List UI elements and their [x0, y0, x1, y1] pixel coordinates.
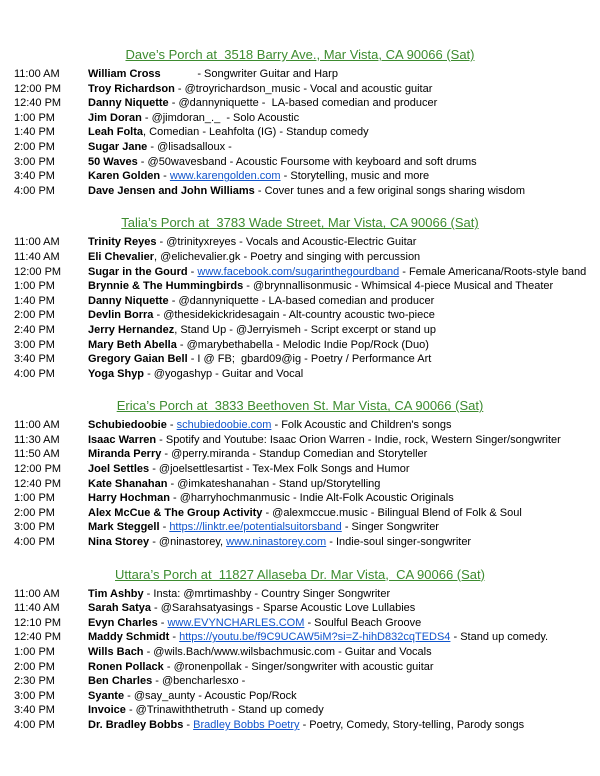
artist-name: Leah Folta [88, 126, 144, 139]
artist-description: - [159, 521, 170, 534]
artist-name: Invoice [88, 704, 126, 717]
artist-description: - @thesidekickridesagain - Alt-country acoustic two-piece [153, 309, 435, 322]
time-cell: 1:00 PM [14, 492, 55, 505]
schedule-row [0, 689, 600, 704]
artist-link[interactable]: www.EVYNCHARLES.COM [167, 616, 305, 629]
time-cell: 2:40 PM [14, 323, 55, 336]
artist-description: - @marybethabella - Melodic Indie Pop/Rock (Duo) [176, 338, 429, 351]
artist-name: Kate Shanahan [88, 477, 168, 490]
artist-name: Alex McCue & The Group Activity [88, 506, 263, 519]
artist-link[interactable]: https://linktr.ee/potentialsuitorsband [169, 521, 342, 534]
schedule-row [0, 645, 600, 660]
artist-description: - @brynnallisonmusic - Whimsical 4-piece Musical and Theater [243, 280, 554, 293]
artist-cell [88, 294, 600, 309]
artist-description: - @dannyniquette - LA-based comedian and producer [168, 97, 438, 110]
artist-name: Sarah Satya [88, 602, 151, 615]
artist-name: Dave Jensen and John Williams [88, 184, 255, 197]
artist-cell [88, 601, 600, 616]
artist-description: - @trinityxreyes - Vocals and Acoustic-Electric Guitar [156, 236, 417, 249]
artist-cell [88, 462, 600, 477]
artist-description: - @jimdoran_._ - Solo Acoustic [141, 111, 300, 124]
time-cell: 1:40 PM [14, 294, 55, 307]
artist-description: - @ronenpollak - Singer/songwriter with acoustic guitar [163, 660, 434, 673]
artist-description: - Stand up comedy. [450, 631, 549, 644]
time-cell: 4:00 PM [14, 718, 55, 731]
time-cell: 2:00 PM [14, 309, 55, 322]
artist-description: , @elichevalier.gk - Poetry and singing with percussion [154, 250, 421, 263]
artist-description: - @50wavesband - Acoustic Foursome with keyboard and soft drums [137, 155, 477, 168]
artist-cell [88, 235, 600, 250]
schedule-row [0, 250, 600, 265]
artist-cell [88, 82, 600, 97]
artist-cell [88, 67, 600, 82]
artist-cell [88, 155, 600, 170]
artist-description: , Stand Up - @Jerryismeh - Script excerpt or stand up [174, 323, 437, 336]
artist-cell [88, 111, 600, 126]
artist-description: - @joelsettlesartist - Tex-Mex Folk Songs and Humor [149, 463, 410, 476]
time-cell: 2:30 PM [14, 675, 55, 688]
time-cell: 12:00 PM [14, 463, 62, 476]
artist-description: - @bencharlesxo - [152, 675, 246, 688]
artist-name: Trinity Reyes [88, 236, 157, 249]
artist-name: Harry Hochman [88, 492, 170, 505]
artist-description: - @ninastorey, [149, 536, 227, 549]
artist-name: Joel Settles [88, 463, 150, 476]
schedule-row [0, 477, 600, 492]
schedule-row [0, 279, 600, 294]
artist-name: Schubiedoobie [88, 419, 167, 432]
artist-name: Ronen Pollack [88, 660, 164, 673]
artist-name: Karen Golden [88, 170, 161, 183]
time-cell: 12:40 PM [14, 631, 62, 644]
time-cell: 12:00 PM [14, 82, 62, 95]
time-cell: 1:00 PM [14, 111, 55, 124]
artist-description: - Storytelling, music and more [280, 170, 430, 183]
schedule-row [0, 308, 600, 323]
porch-section [0, 398, 600, 549]
artist-cell [88, 433, 600, 448]
artist-cell [88, 279, 600, 294]
time-cell: 11:40 AM [14, 250, 60, 263]
artist-description: - @Trinawiththetruth - Stand up comedy [125, 704, 324, 717]
artist-name: 50 Waves [88, 155, 138, 168]
artist-cell [88, 616, 600, 631]
time-cell: 3:40 PM [14, 704, 55, 717]
artist-name: Ben Charles [88, 675, 153, 688]
artist-name: Sugar Jane [88, 140, 148, 153]
artist-cell [88, 169, 600, 184]
artist-cell [88, 308, 600, 323]
artist-description: - Spotify and Youtube: Isaac Orion Warren - Indie, rock, Western Singer/songwriter [156, 433, 561, 446]
artist-description: - @yogashyp - Guitar and Vocal [144, 367, 304, 380]
artist-name: Jerry Hernandez [88, 323, 175, 336]
artist-cell [88, 140, 600, 155]
schedule-row [0, 67, 600, 82]
time-cell: 3:40 PM [14, 170, 55, 183]
schedule-row [0, 155, 600, 170]
artist-cell [88, 367, 600, 382]
porch-section-title: Uttara’s Porch at 11827 Allaseba Dr. Mar Vista, CA 90066 (Sat) [115, 566, 485, 582]
schedule-row [0, 82, 600, 97]
time-cell: 11:00 AM [14, 68, 60, 80]
artist-description: - Soulful Beach Groove [304, 616, 422, 629]
time-cell: 2:00 PM [14, 140, 55, 153]
artist-description: - [169, 631, 180, 644]
artist-name: Miranda Perry [88, 448, 162, 461]
schedule-row [0, 265, 600, 280]
artist-name: Gregory Gaian Bell [88, 353, 188, 366]
artist-description: - @lisadsalloux - [147, 140, 232, 153]
artist-name: Mark Steggell [88, 521, 160, 534]
schedule-row [0, 520, 600, 535]
time-cell: 1:40 PM [14, 126, 55, 139]
artist-cell [88, 323, 600, 338]
time-cell: 4:00 PM [14, 367, 55, 380]
artist-name: Dr. Bradley Bobbs [88, 718, 184, 731]
schedule-row [0, 674, 600, 689]
schedule-row [0, 630, 600, 645]
artist-description: - Poetry, Comedy, Story-telling, Parody songs [299, 718, 525, 731]
porch-section [0, 47, 600, 198]
time-cell: 3:00 PM [14, 338, 55, 351]
artist-cell [88, 630, 600, 645]
time-cell: 2:00 PM [14, 506, 55, 519]
schedule-row [0, 447, 600, 462]
artist-name: Wills Bach [88, 646, 144, 658]
time-cell: 1:00 PM [14, 646, 55, 658]
artist-cell [88, 338, 600, 353]
artist-link[interactable]: Bradley Bobbs Poetry [193, 718, 300, 731]
artist-cell [88, 250, 600, 265]
artist-description: - Insta: @mrtimashby - Country Singer Songwriter [143, 587, 391, 600]
artist-description: - Cover tunes and a few original songs sharing wisdom [254, 184, 526, 197]
time-cell: 4:00 PM [14, 536, 55, 549]
artist-description: - I @ FB; gbard09@ig - Poetry / Performance Art [187, 353, 432, 366]
artist-description: - Folk Acoustic and Children's songs [271, 419, 452, 432]
artist-link[interactable]: www.karengolden.com [169, 170, 281, 183]
artist-name: Nina Storey [88, 536, 150, 549]
artist-description: - [183, 718, 194, 731]
schedule-row [0, 111, 600, 126]
artist-cell [88, 535, 600, 550]
schedule-row [0, 491, 600, 506]
schedule-row [0, 294, 600, 309]
artist-description: - @perry.miranda - Standup Comedian and Storyteller [161, 448, 428, 461]
schedule-row [0, 184, 600, 199]
schedule-row [0, 660, 600, 675]
time-cell: 11:50 AM [14, 448, 60, 461]
artist-name: Eli Chevalier [88, 250, 155, 263]
artist-cell [88, 674, 600, 689]
artist-description: - Indie-soul singer-songwriter [326, 536, 472, 549]
time-cell: 3:00 PM [14, 155, 55, 168]
artist-cell [88, 265, 600, 280]
porch-section [0, 215, 600, 381]
time-cell: 11:40 AM [14, 602, 60, 615]
time-cell: 11:00 AM [14, 419, 60, 432]
artist-description: - Singer Songwriter [341, 521, 439, 534]
porch-section [0, 567, 600, 733]
schedule-row [0, 169, 600, 184]
schedule-row [0, 96, 600, 111]
schedule-row [0, 535, 600, 550]
artist-cell [88, 587, 600, 602]
artist-cell [88, 718, 600, 733]
artist-name: Danny Niquette [88, 294, 169, 307]
artist-cell [88, 352, 600, 367]
schedule-row [0, 433, 600, 448]
artist-link[interactable]: https://youtu.be/f9C9UCAW5iM?si=Z-hihD832cqTEDS4 [179, 631, 451, 644]
artist-cell [88, 491, 600, 506]
artist-description: , Comedian - Leahfolta (IG) - Standup comedy [143, 126, 369, 139]
porch-section-title: Talia’s Porch at 3783 Wade Street, Mar Vista, CA 90066 (Sat) [121, 215, 479, 231]
artist-name: Sugar in the Gourd [88, 265, 188, 278]
artist-cell [88, 477, 600, 492]
schedule-row [0, 125, 600, 140]
porch-section-title: Dave’s Porch at 3518 Barry Ave., Mar Vista, CA 90066 (Sat) [125, 47, 475, 62]
artist-description: - @alexmccue.music - Bilingual Blend of Folk & Soul [262, 506, 522, 519]
artist-description: - @Sarahsatyasings - Sparse Acoustic Love Lullabies [150, 602, 416, 615]
artist-cell [88, 689, 600, 704]
artist-name: Evyn Charles [88, 616, 158, 629]
schedule-row [0, 338, 600, 353]
schedule-row [0, 703, 600, 718]
artist-name: Troy Richardson [88, 82, 175, 95]
artist-cell [88, 418, 600, 433]
artist-cell [88, 506, 600, 521]
time-cell: 1:00 PM [14, 280, 55, 293]
schedule-row [0, 616, 600, 631]
time-cell: 12:40 PM [14, 477, 62, 490]
artist-cell [88, 96, 600, 111]
artist-description: - @troyrichardson_music - Vocal and acoustic guitar [174, 82, 433, 95]
artist-name: Devlin Borra [88, 309, 154, 322]
schedule-row [0, 323, 600, 338]
artist-name: William Cross [88, 68, 161, 80]
porch-section-title: Erica’s Porch at 3833 Beethoven St. Mar Vista, CA 90066 (Sat) [116, 398, 484, 414]
schedule-row [0, 235, 600, 250]
time-cell: 3:00 PM [14, 689, 55, 702]
schedule-row [0, 367, 600, 382]
time-cell: 12:10 PM [14, 616, 62, 629]
artist-name: Yoga Shyp [88, 367, 145, 380]
time-cell: 11:00 AM [14, 587, 60, 600]
schedule-row [0, 601, 600, 616]
schedule-row [0, 462, 600, 477]
time-cell: 3:40 PM [14, 353, 55, 366]
artist-link[interactable]: www.ninastorey.com [226, 536, 327, 549]
artist-link[interactable]: www.facebook.com/sugarinthegourdband [197, 265, 400, 278]
artist-name: Tim Ashby [88, 587, 144, 600]
artist-cell [88, 125, 600, 140]
time-cell: 11:30 AM [14, 433, 60, 446]
schedule-row [0, 352, 600, 367]
time-cell: 11:00 AM [14, 236, 60, 249]
artist-description: - @say_aunty - Acoustic Pop/Rock [124, 689, 297, 702]
artist-description: - @dannyniquette - LA-based comedian and producer [168, 294, 435, 307]
time-cell: 2:00 PM [14, 660, 55, 673]
artist-name: Isaac Warren [88, 433, 157, 446]
artist-cell [88, 447, 600, 462]
artist-cell [88, 184, 600, 199]
artist-description: - [157, 616, 168, 629]
artist-name: Brynnie & The Hummingbirds [88, 280, 244, 293]
artist-description: - [166, 419, 177, 432]
time-cell: 12:40 PM [14, 97, 62, 110]
schedule-row [0, 140, 600, 155]
artist-description: - [187, 265, 198, 278]
artist-name: Danny Niquette [88, 97, 169, 110]
artist-cell [88, 645, 600, 660]
artist-description: - @imkateshanahan - Stand up/Storytelling [167, 477, 381, 490]
artist-cell [88, 703, 600, 718]
artist-cell [88, 660, 600, 675]
schedule-row [0, 587, 600, 602]
artist-description: - @wils.Bach/www.wilsbachmusic.com - Guitar and Vocals [143, 646, 432, 658]
artist-name: Jim Doran [88, 111, 142, 124]
artist-description: - Songwriter Guitar and Harp [160, 68, 338, 80]
artist-link[interactable]: schubiedoobie.com [176, 419, 272, 432]
schedule-row [0, 718, 600, 733]
artist-name: Syante [88, 689, 125, 702]
schedule-row [0, 418, 600, 433]
time-cell: 12:00 PM [14, 265, 62, 278]
artist-description: - @harryhochmanmusic - Indie Alt-Folk Acoustic Originals [169, 492, 454, 505]
artist-name: Maddy Schmidt [88, 631, 170, 644]
artist-description: - Female Americana/Roots-style band [399, 265, 587, 278]
schedule-row [0, 506, 600, 521]
artist-description: - [160, 170, 170, 183]
time-cell: 4:00 PM [14, 184, 55, 197]
artist-cell [88, 520, 600, 535]
time-cell: 3:00 PM [14, 521, 55, 534]
artist-name: Mary Beth Abella [88, 338, 177, 351]
